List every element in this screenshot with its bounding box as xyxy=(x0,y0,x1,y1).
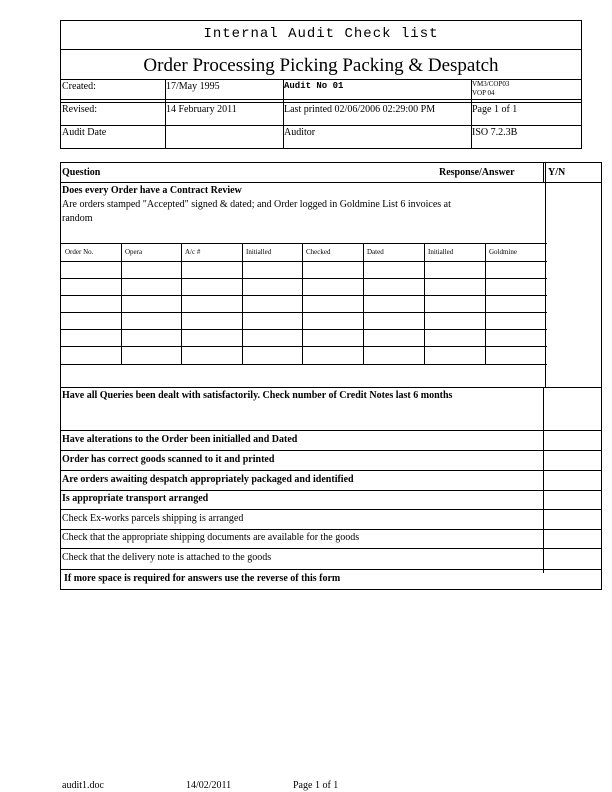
created-label: Created: xyxy=(62,81,96,92)
header-row-revised xyxy=(61,102,581,126)
col-yn: Y/N xyxy=(548,167,566,178)
q8: Check that the appropriate shipping documents are available for the goods xyxy=(62,532,360,543)
iso-ref: ISO 7.2.3B xyxy=(472,127,518,138)
grid-header: Initialled xyxy=(428,248,454,256)
form-subtitle: Order Processing Picking Packing & Despatch xyxy=(61,49,581,100)
revised-value: 14 February 2011 xyxy=(166,104,237,115)
last-printed: Last printed 02/06/2006 02:29:00 PM xyxy=(284,104,436,115)
revised-label: Revised: xyxy=(62,104,97,115)
created-value: 17/May 1995 xyxy=(166,81,220,92)
form-title: Internal Audit Check list xyxy=(61,21,581,50)
row-divider xyxy=(61,470,601,471)
page-of: Page 1 of 1 xyxy=(472,104,518,115)
col-divider xyxy=(543,163,544,182)
q1-line2: random xyxy=(62,213,93,224)
row-divider xyxy=(61,450,601,451)
audit-number: Audit No 01 xyxy=(284,81,344,91)
row-divider xyxy=(61,529,601,530)
grid-header: Checked xyxy=(306,248,331,256)
row-divider xyxy=(61,430,601,431)
auditor-label: Auditor xyxy=(284,127,316,138)
doc-ref-1: VM3/COP03 xyxy=(472,80,510,88)
q9: Check that the delivery note is attached to the goods xyxy=(62,552,272,563)
grid-header: Opera xyxy=(125,248,143,256)
col-divider-yn xyxy=(543,387,544,573)
header-divider xyxy=(471,79,472,149)
q2: Have all Queries been dealt with satisfactorily. Check number of Credit Notes last 6 months xyxy=(62,390,453,401)
col-question: Question xyxy=(62,167,101,178)
grid-header: Initialled xyxy=(246,248,272,256)
doc-ref xyxy=(471,80,583,103)
header-row-audit-date xyxy=(61,125,581,150)
grid-header: Order No. xyxy=(65,248,94,256)
row-divider xyxy=(61,548,601,549)
audit-date-label: Audit Date xyxy=(62,127,107,138)
audit-date-value[interactable] xyxy=(165,126,283,150)
grid-header: Dated xyxy=(367,248,384,256)
q1-title: Does every Order have a Contract Review xyxy=(62,185,242,196)
row-divider xyxy=(61,490,601,491)
grid-header: A/c # xyxy=(185,248,201,256)
q6: Is appropriate transport arranged xyxy=(62,493,209,504)
header-block xyxy=(60,20,582,149)
grid-header: Goldmine xyxy=(489,248,517,256)
order-grid xyxy=(61,243,547,367)
row-divider xyxy=(61,569,601,570)
row-divider xyxy=(61,509,601,510)
footer-date: 14/02/2011 xyxy=(186,780,232,791)
q7: Check Ex-works parcels shipping is arranged xyxy=(62,513,244,524)
q5: Are orders awaiting despatch appropriately packaged and identified xyxy=(62,474,354,485)
footer-filename: audit1.doc xyxy=(62,780,104,791)
footer-page: Page 1 of 1 xyxy=(293,780,339,791)
row-divider xyxy=(61,182,601,183)
q1-line1: Are orders stamped "Accepted" signed & dated; and Order logged in Goldmine List 6 invoices at xyxy=(62,199,451,210)
checklist-table xyxy=(60,162,602,590)
space-note: If more space is required for answers use the reverse of this form xyxy=(64,573,341,584)
header-row-created xyxy=(61,79,581,103)
q3: Have alterations to the Order been initialled and Dated xyxy=(62,434,298,445)
row-divider xyxy=(61,387,601,388)
header-divider xyxy=(283,79,284,149)
doc-ref-2: VOP 04 xyxy=(472,89,495,97)
q4: Order has correct goods scanned to it and printed xyxy=(62,454,275,465)
header-divider xyxy=(165,79,166,149)
col-response: Response/Answer xyxy=(439,167,515,178)
